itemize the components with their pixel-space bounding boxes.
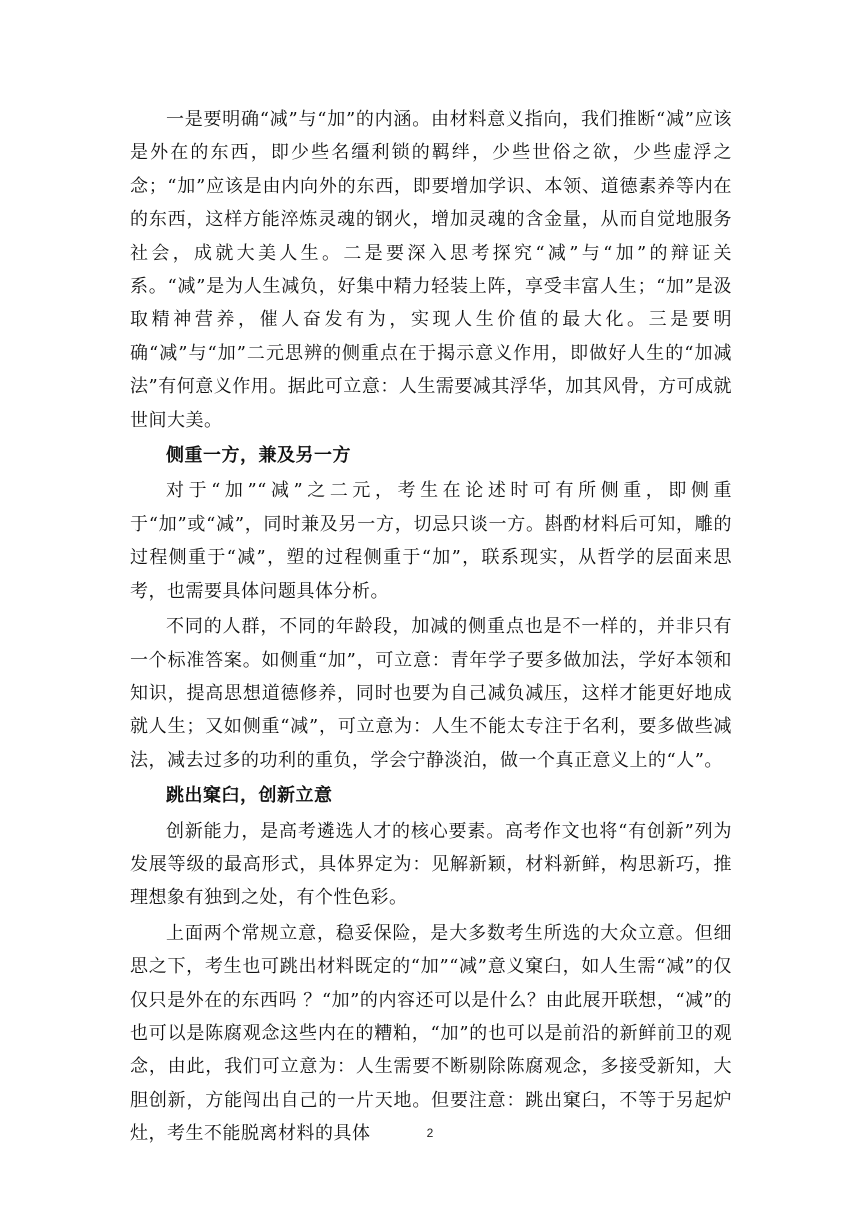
body-paragraph-2: 对于“加”“减”之二元，考生在论述时可有所侧重，即侧重于“加”或“减”，同时兼及另一方，切忌只谈一方。斟酌材料后可知，雕的过程侧重于“减”，塑的过程侧重于“加”，联系现实，从哲学的层面来思考，也需要具体问题具体分析。 <box>130 480 732 602</box>
body-paragraph-4: 创新能力，是高考遴选人才的核心要素。高考作文也将“有创新”列为发展等级的最高形式，具体界定为：见解新颖，材料新鲜，构思新巧，推理想象有独到之处，有个性色彩。 <box>130 820 732 909</box>
section-heading-focus-one-side: 侧重一方，兼及另一方 <box>166 445 351 467</box>
body-paragraph-5: 上面两个常规立意，稳妥保险，是大多数考生所选的大众立意。但细思之下，考生也可跳出材料既定的“加”“减”意义窠臼，如人生需“减”的仅仅只是外在的东西吗 ？“加”的内容还可以是什么？由此展开联想，“减”的也可以是陈腐观念这些内在的糟粕，“加”的也可以是前沿的新鲜前卫的观念，由此，我们可立意为：人生需要不断剔除陈腐观念，多接受新知，大胆创新，方能闯出自己的一片天地。但要注意：跳出窠臼，不等于另起炉灶，考生不能脱离材料的具体 <box>130 922 732 1145</box>
body-paragraph-3: 不同的人群，不同的年龄段，加减的侧重点也是不一样的，并非只有一个标准答案。如侧重“加”，可立意：青年学子要多做加法，学好本领和知识，提高思想道德修养，同时也要为自己减负减压，这样才能更好地成就人生；又如侧重“减”，可立意为：人生不能太专注于名利，要多做些减法，减去过多的功利的重负，学会宁静淡泊，做一个真正意义上的“人”。 <box>130 616 732 771</box>
document-body <box>130 103 732 1151</box>
section-heading-innovative-idea: 跳出窠臼，创新立意 <box>166 785 333 807</box>
page-number: 2 <box>426 1126 434 1140</box>
body-paragraph-1: 一是要明确“减”与“加”的内涵。由材料意义指向，我们推断“减”应该是外在的东西，即少些名缰利锁的羁绊，少些世俗之欲，少些虚浮之念；“加”应该是由内向外的东西，即要增加学识、本领、道德素养等内在的东西，这样方能淬炼灵魂的钢火，增加灵魂的含金量，从而自觉地服务社会，成就大美人生。二是要深入思考探究“减”与“加”的辩证关系。“减”是为人生减负，好集中精力轻装上阵，享受丰富人生；“加”是汲取精神营养，催人奋发有为，实现人生价值的最大化。三是要明确“减”与“加”二元思辨的侧重点在于揭示意义作用，即做好人生的“加减法”有何意义作用。据此可立意：人生需要减其浮华，加其风骨，方可成就世间大美。 <box>130 109 732 431</box>
